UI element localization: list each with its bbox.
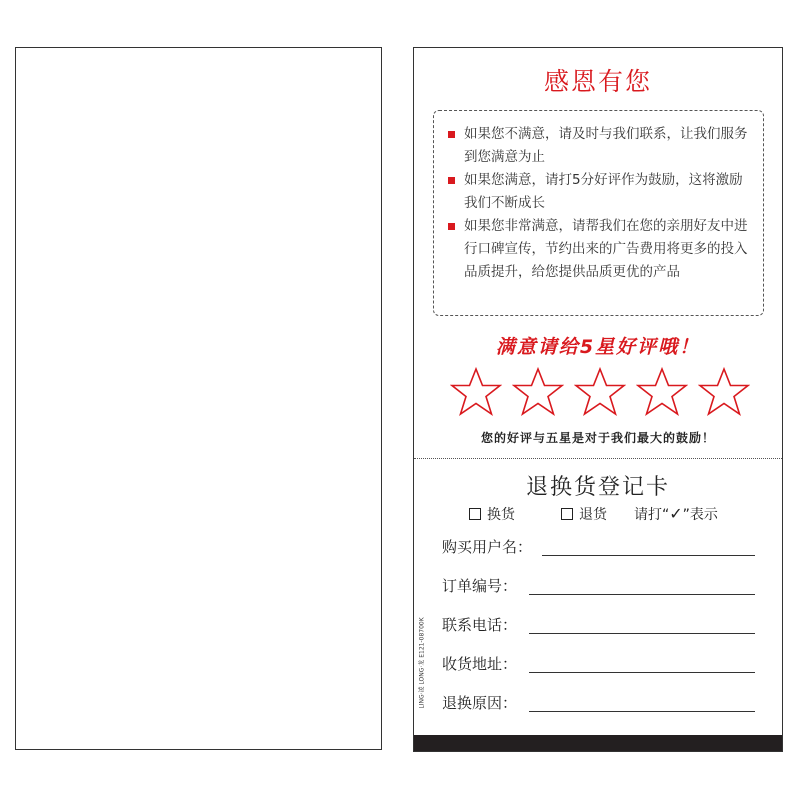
bullet-square-icon — [448, 131, 455, 138]
address-field[interactable] — [529, 672, 755, 673]
side-product-code: LING·凌 LONG·龙 E121-08700K — [418, 617, 426, 709]
bullet-square-icon — [448, 223, 455, 230]
reason-field[interactable] — [529, 711, 755, 712]
phone-field[interactable] — [529, 633, 755, 634]
exchange-checkbox[interactable] — [469, 508, 481, 520]
hint-suffix: ”表示 — [682, 507, 718, 523]
option-return-label: 退货 — [579, 507, 607, 523]
note-text: 如果您满意，请打5分好评作为鼓励，这将激励我们不断成长 — [464, 172, 743, 211]
encourage-text: 您的好评与五星是对于我们最大的鼓励！ — [480, 431, 715, 445]
star-icon[interactable] — [698, 366, 750, 420]
hint-prefix: 请打“ — [634, 507, 670, 523]
order-field[interactable] — [529, 594, 755, 595]
rating-slogan: 满意请给5星好评哦！ — [495, 336, 701, 358]
card-title: 感恩有您 — [543, 67, 652, 96]
note-text: 如果您非常满意，请帮我们在您的亲朋好友中进行口碑宣传，节约出来的广告费用将更多的投入品质提升，给您提供品质更优的产品 — [464, 218, 748, 280]
star-icon[interactable] — [574, 366, 626, 420]
star-icon[interactable] — [450, 366, 502, 420]
buyer-field[interactable] — [542, 555, 755, 556]
note-item — [448, 123, 749, 169]
phone-label: 联系电话： — [442, 616, 518, 634]
address-label: 收货地址： — [442, 655, 518, 673]
reason-label: 退换原因： — [442, 694, 518, 712]
bullet-square-icon — [448, 177, 455, 184]
form-title: 退换货登记卡 — [525, 475, 670, 500]
star-icon[interactable] — [512, 366, 564, 420]
note-item — [448, 169, 749, 215]
option-return[interactable] — [561, 504, 607, 524]
thank-you-card — [413, 47, 783, 752]
order-label: 订单编号： — [442, 577, 518, 595]
tear-line-divider — [414, 458, 782, 459]
buyer-label: 购买用户名： — [442, 538, 533, 556]
note-item — [448, 215, 749, 284]
notes-box — [433, 110, 764, 316]
check-hint — [634, 504, 718, 524]
bottom-black-bar — [414, 735, 782, 751]
star-rating[interactable] — [450, 366, 750, 420]
option-exchange[interactable] — [469, 504, 515, 524]
star-icon[interactable] — [636, 366, 688, 420]
note-text: 如果您不满意，请及时与我们联系，让我们服务到您满意为止 — [464, 126, 748, 165]
option-exchange-label: 换货 — [487, 507, 515, 523]
return-checkbox[interactable] — [561, 508, 573, 520]
blank-card-back — [15, 47, 382, 750]
checkmark-icon: ✓ — [669, 504, 683, 523]
